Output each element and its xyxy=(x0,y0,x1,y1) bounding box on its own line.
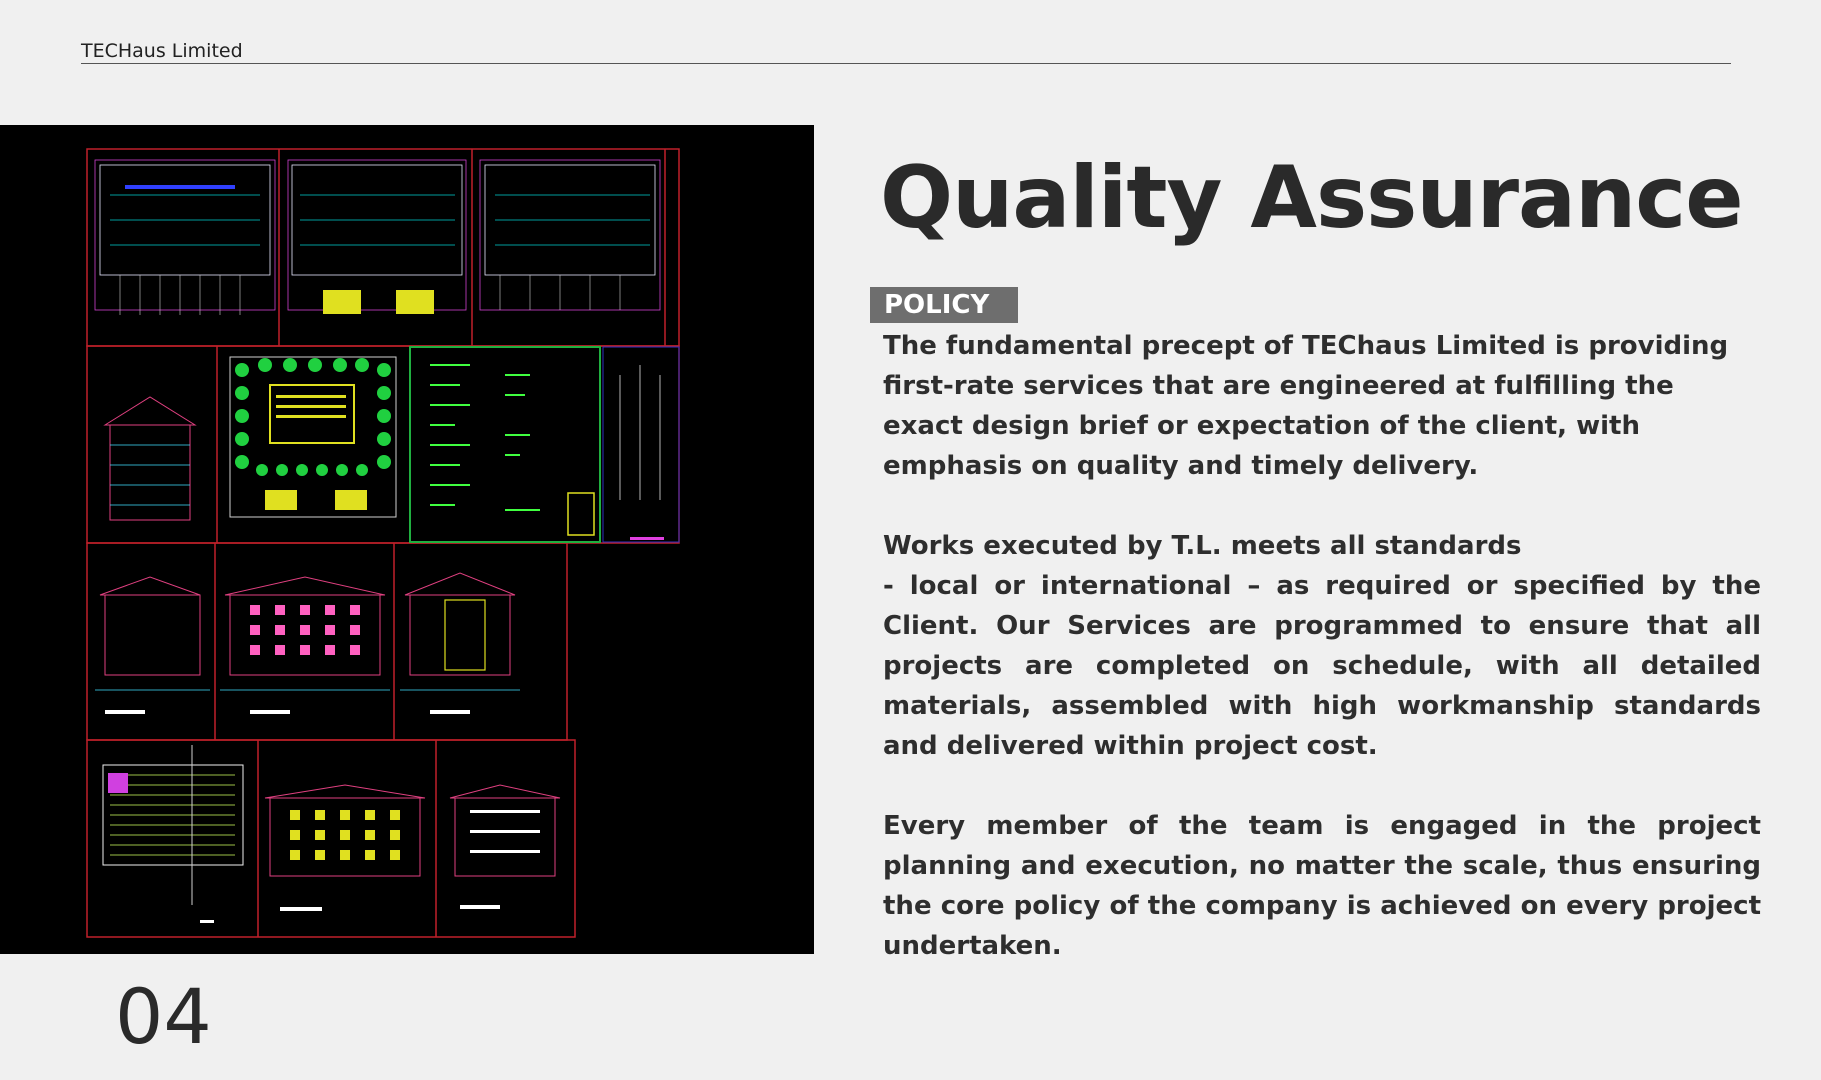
paragraph-2 xyxy=(883,526,1761,766)
policy-badge: POLICY xyxy=(870,287,1018,323)
paragraph-2-lead: Works executed by T.L. meets all standards xyxy=(883,531,1522,561)
paragraph-3: Every member of the team is engaged in the project planning and execution, no matter the scale, thus ensuring the core policy of the company is achieved on every project undertaken. xyxy=(883,811,1761,961)
paragraph-2-body: - local or international – as required or specified by the Client. Our Services are programmed to ensure that all projects are completed on schedule, with all detailed materials, assembled with high workmanship standards and delivered within project cost. xyxy=(883,571,1761,761)
header-divider xyxy=(81,63,1731,64)
cad-drawings-image xyxy=(0,125,814,954)
page-title: Quality Assurance xyxy=(880,148,1743,248)
cad-drawings-graphic xyxy=(0,125,814,954)
company-name: TECHaus Limited xyxy=(81,40,243,62)
paragraph-1: The fundamental precept of TEChaus Limited is providing first-rate services that are engineered at fulfilling the exact design brief or expectation of the client, with emphasis on quality and timely delivery. xyxy=(883,331,1729,481)
policy-text xyxy=(883,326,1761,1006)
page-number: 04 xyxy=(115,972,212,1061)
